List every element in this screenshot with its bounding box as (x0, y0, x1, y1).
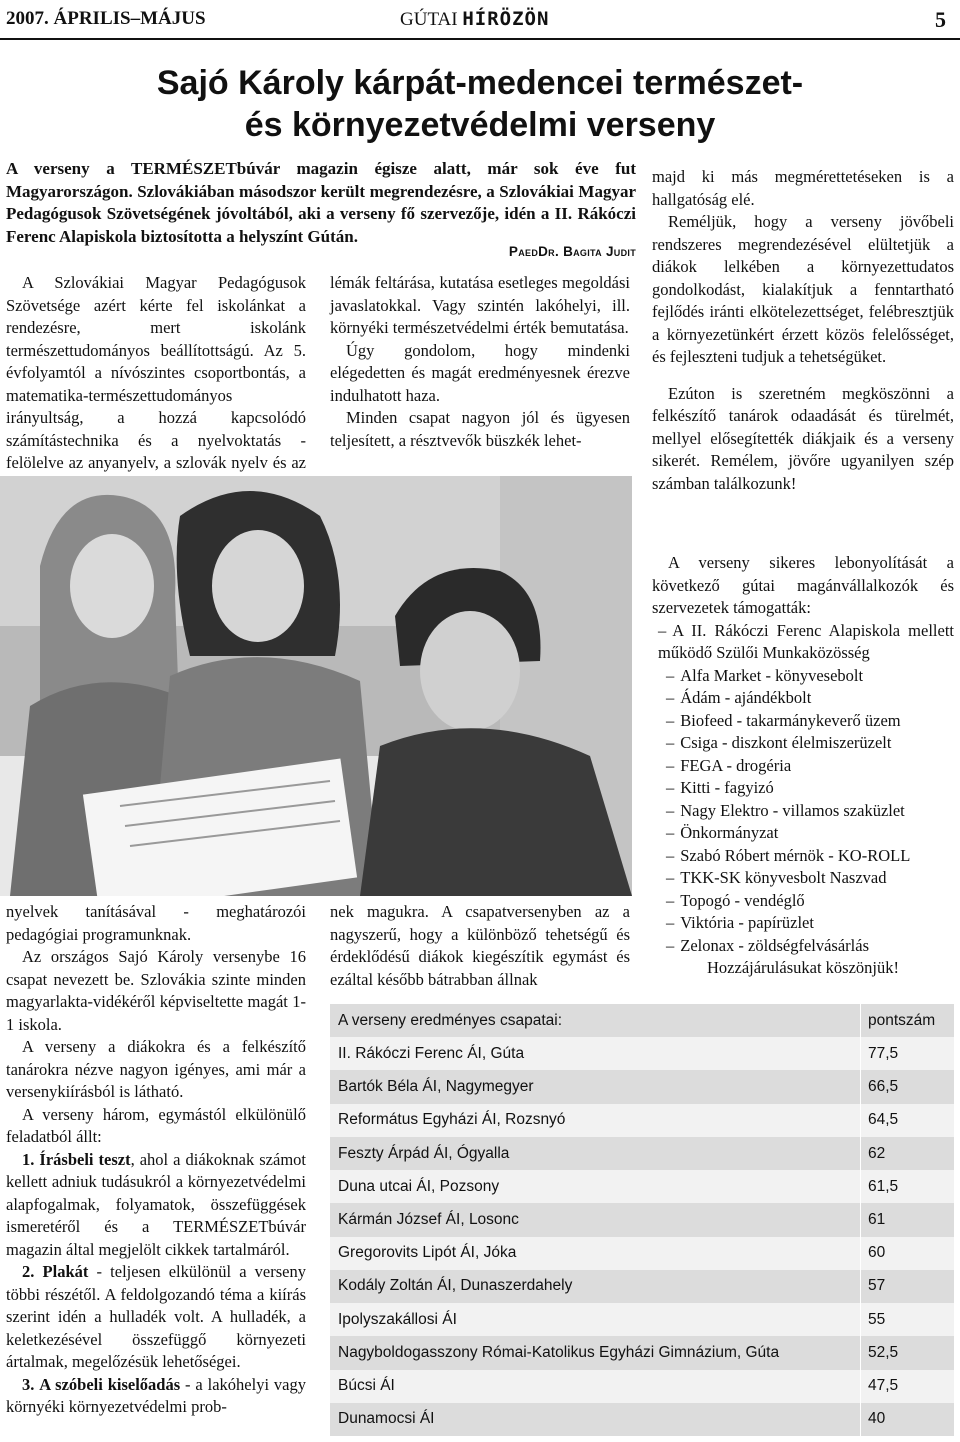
team-points: 61 (868, 1210, 886, 1228)
team-name: Kármán József ÁI, Losonc (338, 1210, 519, 1228)
article-title-line1: Sajó Károly kárpát-medencei természet- (156, 64, 804, 102)
task-number: 2. (22, 1262, 35, 1281)
sponsor-name: Szabó Róbert mérnök - KO-ROLL (680, 845, 911, 865)
issue-date: 2007. ÁPRILIS–MÁJUS (6, 8, 206, 29)
team-name: Gregorovits Lipót ÁI, Jóka (338, 1244, 517, 1262)
team-points: 52,5 (868, 1343, 899, 1361)
list-dash: – (666, 733, 675, 752)
list-dash: – (666, 800, 675, 820)
sponsor-name: Csiga - diszkont élelmiszerüzelt (680, 733, 892, 752)
page-header (0, 0, 960, 40)
team-name: Feszty Árpád ÁI, Ógyalla (338, 1144, 510, 1162)
paper-prefix: GÚTAI (400, 9, 458, 30)
task-item-2 (6, 1261, 306, 1374)
article-lead (6, 158, 636, 248)
team-points: 57 (868, 1277, 886, 1295)
task-text: - a lakóhelyi vagy környéki környezetvédelmi prob- (6, 1374, 307, 1416)
task-title: Írásbeli teszt (39, 1149, 131, 1169)
results-table (330, 1004, 954, 1436)
list-dash: – (658, 620, 667, 640)
list-dash: – (666, 913, 675, 932)
paragraph: A Szlovákiai Magyar Pedagógusok Szövetsége azért kérte fel iskolánkat a rendezésre, mert iskolánk természettudományos beállítottságú. Az 5. évfolyamtól a nívószintes csoportbontás, a matematika-természettudományos irányultság, a hozzá kapcsolódó számítástechnika és a nyelvoktatás - felölelve az anyanyelv, a szlovák nyelv és az (6, 273, 306, 472)
paragraph: Ezúton is szeretném megköszönni a felkészítő tanárok odaadását és türelmét, mellyel elősegítették diákjaik és a verseny sikerét. Remélem, jövőre ugyanilyen szép számban találkozunk! (652, 383, 954, 493)
sponsor-name: Viktória - papírüzlet (680, 913, 814, 932)
paper-brand: HÍRÖZÖN (462, 8, 550, 30)
header-team: A verseny eredményes csapatai: (338, 1011, 563, 1029)
column2-top (330, 272, 630, 452)
paragraph: A verseny három, egymástól elkülönülő feladatból állt: (6, 1104, 306, 1146)
paragraph: lémák feltárása, kutatása esetleges megoldási javaslatokkal. Vagy szintén lakóhelyi, ill. környéki természetvédelmi érték bemutatása. (330, 273, 630, 337)
team-name: Bartók Béla ÁI, Nagymegyer (338, 1078, 534, 1096)
column3-bottom (652, 552, 954, 980)
paragraph: majd ki más megmérettetéseken is a hallgatóság elé. (652, 167, 954, 209)
sponsor-item (652, 935, 954, 958)
sponsor-item (652, 665, 954, 688)
list-dash: – (666, 688, 675, 707)
task-text: - teljesen elkülönül a verseny többi részétől. A feldolgozandó téma a kiírás szerint idén a hulladék volt. A hulladék, a keletkezésével összefüggő környezeti ártalmak, megelőzésük lehetőségei. (6, 1262, 306, 1371)
paragraph: Az országos Sajó Károly versenybe 16 csapat nevezett be. Szlovákia szinte minden magyarlakta-vidékéről képviseltette magát 1-1 iskola. (6, 947, 306, 1034)
sponsor-name: Ádám - ajándékbolt (680, 688, 812, 707)
team-name: Duna utcai ÁI, Pozsony (338, 1177, 500, 1195)
task-item-3 (6, 1374, 306, 1419)
sponsor-list (652, 620, 954, 958)
task-title: Plakát (42, 1262, 89, 1281)
column1-top (6, 272, 306, 497)
header-points: pontszám (868, 1011, 936, 1029)
team-points: 60 (868, 1244, 886, 1262)
sponsor-name: Alfa Market - könyvesebolt (680, 665, 864, 685)
paragraph: Minden csapat nagyon jól és ügyesen teljesített, a résztvevők büszkék lehet- (330, 408, 630, 450)
sponsor-item (652, 800, 954, 823)
page-number: 5 (935, 7, 946, 32)
lead-paragraph: A verseny a TERMÉSZETbúvár magazin égisze alatt, már sok éve fut Magyarországon. Szlovákiában másodszor került megrendezésre, a Szlovákiai Magyar Pedagógusok Szövetségének jóvoltából, aki a verseny fő szervezője, idén a II. Rákóczi Ferenc Alapiskola biztosította a helyszínt Gútán. (6, 159, 636, 246)
sponsor-name: TKK-SK könyvesbolt Naszvad (680, 868, 887, 887)
sponsor-item (652, 845, 954, 868)
header-rule (0, 38, 960, 40)
paragraph: Úgy gondolom, hogy mindenki elégedetten és magát eredményesnek érezve indulhatott haza. (330, 340, 630, 405)
list-dash: – (666, 778, 675, 797)
author-signature: PaedDr. Bagita Judit (508, 244, 636, 259)
task-number: 3. (22, 1374, 35, 1394)
column-separator (860, 1004, 861, 1436)
column1-bottom (6, 901, 306, 1419)
paragraph: A verseny a diákokra és a felkészítő tanárokra nézve nagyon igényes, ami már a versenykiírásból is látható. (6, 1037, 306, 1101)
sponsor-item (652, 620, 954, 665)
team-points: 61,5 (868, 1177, 899, 1195)
sponsor-item (652, 777, 954, 800)
list-dash: – (666, 755, 675, 775)
sponsor-name: Kitti - fagyizó (680, 778, 774, 797)
sponsor-item (652, 867, 954, 890)
team-points: 77,5 (868, 1044, 899, 1062)
sponsor-name: FEGA - drogéria (680, 755, 792, 775)
team-name: Ipolyszakállosi ÁI (338, 1310, 457, 1328)
task-text: , ahol a diákoknak számot kellett adniuk tudásukról a környezetvédelmi alapfogalmak, folyamatok, összefüggések ismeretéről és a TERMÉSZETbúvár magazin által megjelölt cikkek tartalmáról. (6, 1149, 306, 1259)
sponsor-item (652, 710, 954, 733)
team-points: 55 (868, 1310, 886, 1328)
students-photo-illustration (0, 476, 632, 896)
paragraph: Reméljük, hogy a verseny jövőbeli rendszeres megrendezésével elültetjük a diákok lelkében a környezettudatos gondolkodást, kialakítjuk a fenntartható fejlődés iránti elkötelezettséget, felébresztjük a környezetünkért érzett közös felelősséget, és fejleszteni tudjuk a tehetségüket. (652, 212, 954, 366)
sponsors-thanks: Hozzájárulásukat köszönjük! (707, 958, 899, 977)
sponsor-item (652, 732, 954, 755)
team-points: 47,5 (868, 1377, 899, 1395)
paragraph: nyelvek tanításával - meghatározói pedagógiai programunknak. (6, 902, 306, 944)
team-name: Kodály Zoltán ÁI, Dunaszerdahely (338, 1277, 573, 1295)
sponsor-name: Önkormányzat (680, 823, 779, 842)
list-dash: – (666, 845, 675, 865)
list-dash: – (666, 890, 675, 910)
sponsors-intro: A verseny sikeres lebonyolítását a következő gútai magánvállalkozók és szervezetek támogatták: (652, 553, 954, 617)
list-dash: – (666, 935, 675, 955)
sponsor-item (652, 912, 954, 935)
team-points: 62 (868, 1144, 886, 1162)
team-name: Református Egyházi ÁI, Rozsnyó (338, 1111, 566, 1129)
team-points: 66,5 (868, 1078, 899, 1096)
team-name: Búcsi ÁI (338, 1377, 395, 1395)
sponsor-item (652, 687, 954, 710)
sponsor-name: A II. Rákóczi Ferenc Alapiskola mellett működő Szülői Munkaközösség (658, 620, 954, 662)
article-title-line2: és környezetvédelmi verseny (244, 106, 716, 144)
sponsor-name: Topogó - vendéglő (680, 890, 805, 910)
team-name: Nagyboldogasszony Római-Katolikus Egyházi Gimnázium, Gúta (338, 1343, 780, 1361)
task-number: 1. (22, 1149, 35, 1169)
task-item-1 (6, 1149, 306, 1262)
sponsor-item (652, 822, 954, 845)
sponsor-name: Biofeed - takarmánykeverő üzem (680, 710, 901, 730)
list-dash: – (666, 665, 675, 685)
sponsor-name: Zelonax - zöldségfelvásárlás (680, 935, 870, 955)
team-points: 64,5 (868, 1111, 899, 1129)
column2-bottom (330, 901, 630, 991)
list-dash: – (666, 823, 675, 842)
column3-top (652, 166, 954, 495)
list-dash: – (666, 710, 675, 730)
sponsor-item (652, 890, 954, 913)
list-dash: – (666, 868, 675, 887)
paragraph: nek magukra. A csapatversenyben az a nagyszerű, hogy a különböző tehetségű és érdeklődésű diákok kiegészítik egymást és ezáltal később bátrabban állnak (330, 902, 630, 989)
task-title: A szóbeli kiselőadás (39, 1374, 181, 1394)
team-points: 40 (868, 1410, 886, 1428)
paper-name (400, 8, 549, 31)
team-name: II. Rákóczi Ferenc ÁI, Gúta (338, 1044, 525, 1062)
sponsor-item (652, 755, 954, 778)
sponsor-name: Nagy Elektro - villamos szaküzlet (680, 800, 905, 820)
team-name: Dunamocsi ÁI (338, 1410, 435, 1428)
students-photo (0, 476, 632, 896)
